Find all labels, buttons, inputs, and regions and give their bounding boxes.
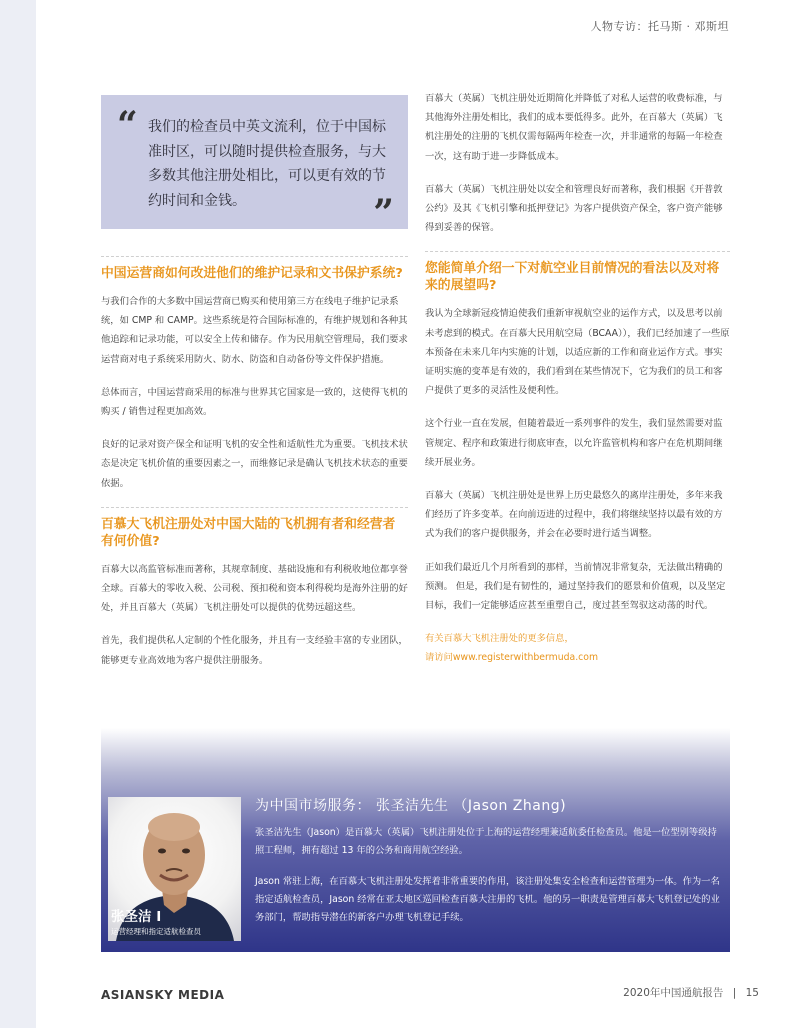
right-column <box>425 89 730 668</box>
page-number: 15 <box>745 987 759 999</box>
paragraph: 正如我们最近几个月所看到的那样，当前情况非常复杂，无法做出精确的预测。 但是，我们是有韧性的，通过坚持我们的愿景和价值观，以及坚定目标，我们一定能够适应甚至重塑自己，度过甚至驾驭这动荡的时代。 <box>425 561 726 612</box>
page-footer <box>623 985 759 1000</box>
question-heading: 您能简单介绍一下对航空业目前情况的看法以及对将来的展望吗? <box>425 261 720 294</box>
paragraph: 我认为全球新冠疫情迫使我们重新审视航空业的运作方式，以及思考以前未考虑到的模式。在百慕大民用航空局（BCAA）），我们已经加速了一些原本预备在未来几年内实施的计划，以适应新的工作和商业运作方式。事实证明实施的变革是有效的，我们看到在某些情况下，它为我们的员工和客户提供了更多的灵活性及便利性。 <box>425 308 730 397</box>
divider <box>425 251 730 252</box>
paragraph: 首先，我们提供私人定制的个性化服务，并且有一支经验丰富的专业团队，能够更专业高效地为客户提供注册服务。 <box>101 635 408 666</box>
divider <box>101 256 408 257</box>
left-column <box>101 256 408 684</box>
running-header: 人物专访：托马斯 · 邓斯坦 <box>590 20 729 33</box>
brand-logo: ASIANSKY MEDIA <box>101 988 225 1002</box>
pull-quote <box>101 95 408 234</box>
paragraph: 百慕大（英属）飞机注册处是世界上历史最悠久的离岸注册处，多年来我们经历了许多变革。在向前迈进的过程中，我们将继续坚持以最有效的方式为我们的客户提供服务，并会在必要时进行适当调整。 <box>425 490 723 540</box>
paragraph: 百慕大（英属）飞机注册处以安全和管理良好而著称，我们根据《开普敦公约》及其《飞机引擎和抵押登记》为客户提供资产保全，客户资产能够得到妥善的保管。 <box>425 183 723 234</box>
person-name: 张圣洁 I <box>111 909 162 925</box>
open-quote-icon: “ <box>117 104 138 146</box>
paragraph: 百慕大（英属）飞机注册处近期简化并降低了对私人运营的收费标准，与其他海外注册处相比，我们的成本要低得多。此外，在百慕大（英属）飞机注册处的注册的飞机仅需每隔两年检查一次，并非通常的每隔一年检查一次，这有助于进一步降低成本。 <box>425 93 723 162</box>
paragraph: Jason 常驻上海，在百慕大飞机注册处发挥着非常重要的作用，该注册处集安全检查和运营管理为一体。作为一名指定适航检查员，Jason 经常在亚太地区巡回检查百慕大注册的飞机。他的另一职责是管理百慕大飞机登记处的业务部门，帮助指导潜在的新客户办理飞机登记手续。 <box>255 876 720 923</box>
paragraph: 总体而言，中国运营商采用的标准与世界其它国家是一致的，这使得飞机的购买 / 销售过程更加高效。 <box>101 386 408 418</box>
banner-text <box>255 824 725 940</box>
paragraph: 与我们合作的大多数中国运营商已购买和使用第三方在线电子维护记录系统，如 CMP 和 CAMP。这些系统是符合国际标准的，有维护规划和各种其他追踪和记录功能，可以安全上传和储存。作为民用航空管理局，我们要求运营商对电子系统采用防火、防水、防盗和自动备份等文件保护措施。 <box>101 296 408 365</box>
more-info-text: 有关百慕大飞机注册处的更多信息， <box>425 633 574 645</box>
website-link[interactable]: 请访问www.registerwithbermuda.com <box>425 652 599 664</box>
divider <box>101 507 408 508</box>
paragraph: 良好的记录对资产保全和证明飞机的安全性和适航性尤为重要。飞机技术状态是决定飞机价值的重要因素之一，而维修记录是确认飞机技术状态的重要依据。 <box>101 439 408 489</box>
pull-quote-text: 我们的检查员中英文流利，位于中国标准时区，可以随时提供检查服务，与大多数其他注册处相比，可以更有效的节约时间和金钱。 <box>148 119 386 209</box>
question-heading: 百慕大飞机注册处对中国大陆的飞机拥有者和经营者有何价值? <box>101 516 396 549</box>
paragraph: 张圣洁先生（Jason）是百慕大（英属）飞机注册处位于上海的运营经理兼适航委任检查员。他是一位型别等级持照工程师，拥有超过 13 年的公务和商用航空经验。 <box>255 827 717 856</box>
person-title: 运营经理和指定适航检查员 <box>111 927 201 936</box>
paragraph: 这个行业一直在发展，但随着最近一系列事件的发生，我们显然需要对监管规定、程序和政策进行彻底审查，以允许监管机构和客户在危机期间继续开展业务。 <box>425 418 723 468</box>
close-quote-icon: ” <box>373 192 394 234</box>
side-strip <box>0 0 36 1028</box>
footer-separator: | <box>732 987 737 999</box>
issue-title: 2020年中国通航报告 <box>623 987 724 999</box>
paragraph: 百慕大以高监管标准而著称，其规章制度、基础设施和有利税收地位都享誉全球。百慕大的零收入税、公司税、预扣税和资本利得税均是海外注册的好处，并且百慕大（英属）飞机注册处可以提供的优势远超这些。 <box>101 563 408 614</box>
question-heading: 中国运营商如何改进他们的维护记录和文书保护系统? <box>101 266 403 281</box>
banner-title: 为中国市场服务： 张圣洁先生 （Jason Zhang) <box>255 798 567 814</box>
